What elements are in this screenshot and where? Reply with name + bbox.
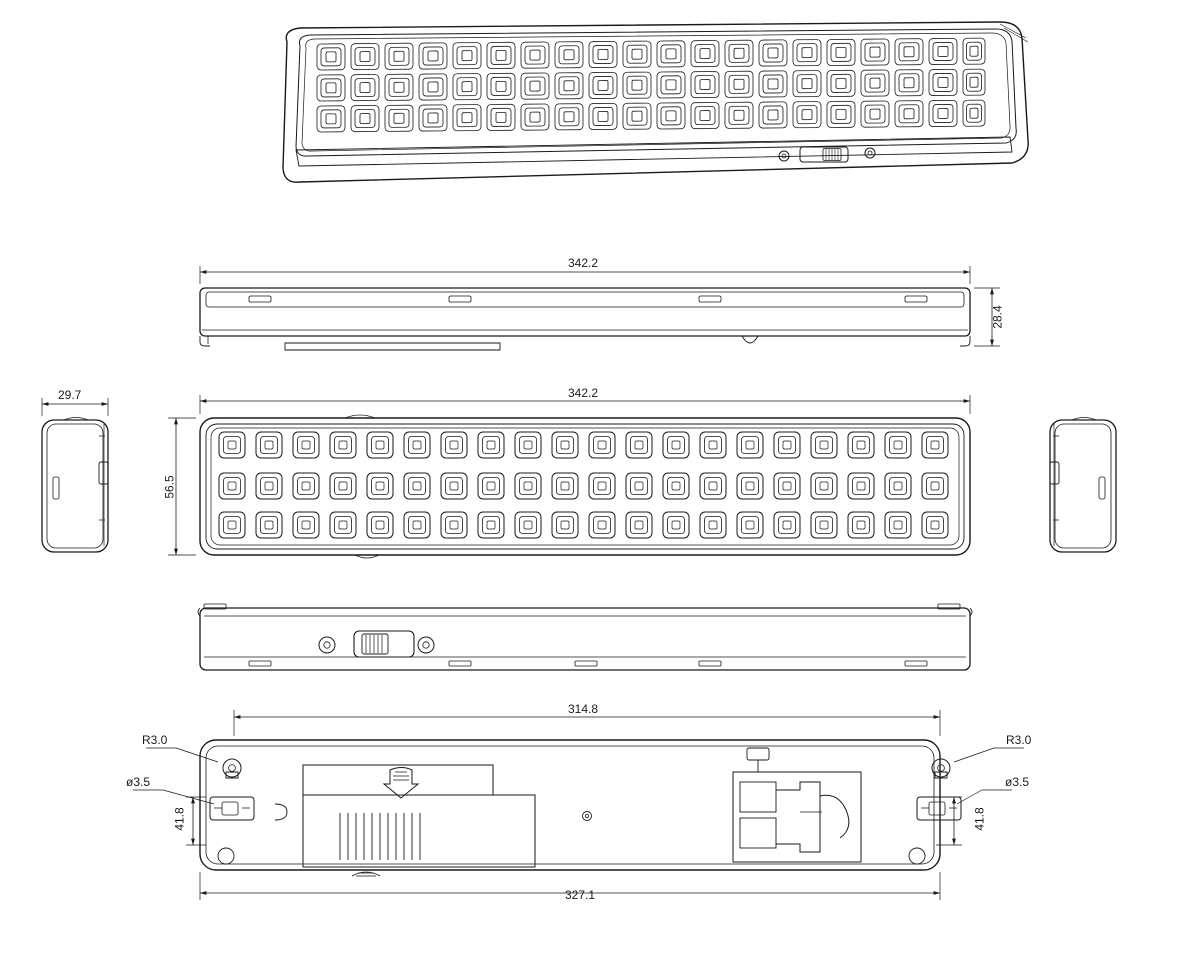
dim-top-length: 342.2 bbox=[568, 256, 599, 270]
dim-hole-dia-left: ø3.5 bbox=[126, 775, 151, 789]
front-view bbox=[168, 395, 970, 558]
right-keyhole-mount bbox=[909, 759, 961, 864]
isometric-view bbox=[283, 22, 1028, 182]
terminal-block bbox=[733, 772, 861, 862]
bottom-switch-assembly bbox=[319, 631, 434, 657]
top-view bbox=[200, 266, 1000, 350]
dim-front-length: 342.2 bbox=[568, 386, 599, 400]
bottom-edge-view bbox=[198, 604, 972, 670]
dim-top-height: 28.4 bbox=[990, 305, 1005, 329]
dim-front-height: 56.5 bbox=[162, 475, 177, 499]
dim-rear-height-left: 41.8 bbox=[172, 807, 187, 831]
right-side-view bbox=[1050, 418, 1116, 553]
dim-rear-length: 314.8 bbox=[568, 702, 599, 716]
rear-view bbox=[133, 710, 1024, 900]
left-keyhole-mount bbox=[210, 759, 287, 864]
dim-side-width: 29.7 bbox=[58, 388, 82, 402]
dim-rear-overall-length: 327.1 bbox=[565, 888, 596, 902]
dim-hole-dia-right: ø3.5 bbox=[1005, 775, 1030, 789]
left-side-view bbox=[42, 398, 108, 552]
dim-rear-height-right: 41.8 bbox=[972, 807, 987, 831]
dim-radius-left: R3.0 bbox=[142, 733, 168, 747]
dim-radius-right: R3.0 bbox=[1006, 733, 1032, 747]
